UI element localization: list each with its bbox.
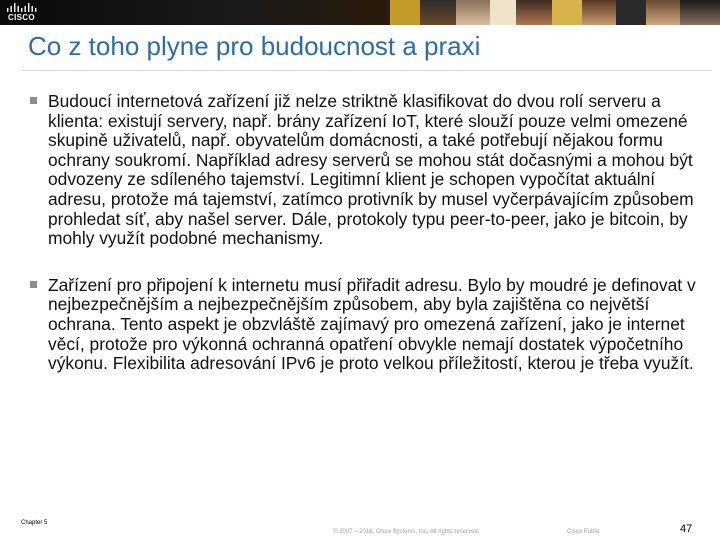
photo-tile <box>516 0 552 25</box>
bullet-text: Budoucí internetová zařízení již nelze striktně klasifikovat do dvou rolí serveru a klienta: existují servery, např. brány zařízení IoT, které slouží pouze velmi omezené skupině uživatelů, např. obyvatelům domácnosti, a také potřebují nějakou formu ochrany soukromí. Například adresy serverů se mohou stát dočasnými a mohou být odvozeny ze sdíleného tajemství. Legitimní klient je schopen vypočítat aktuální adresu, protože má tajemství, zatímco protivník by musel vyčerpávajícím způsobem prohledat síť, aby našel server. Dále, protokoly typu peer-to-peer, jako je bitcoin, by mohly využít podobné mechanismy. <box>48 91 694 249</box>
square-bullet-icon <box>30 97 37 104</box>
cisco-logo-text: CISCO <box>8 13 35 22</box>
photo-tile <box>456 0 490 25</box>
header-banner <box>0 0 720 25</box>
footer-classification: Cisco Public <box>567 529 601 535</box>
cisco-logo <box>6 3 42 23</box>
photo-tile <box>420 0 456 25</box>
footer-copyright: © 2007 – 2016, Cisco Systems, Inc. All rights reserved. <box>333 529 480 535</box>
photo-tile <box>616 0 646 25</box>
bullet-item <box>28 276 708 374</box>
photo-tile <box>646 0 680 25</box>
footer-chapter: Chapter 5 <box>21 520 48 526</box>
photo-tile <box>582 0 616 25</box>
photo-tile <box>552 0 582 25</box>
slide-body <box>28 92 708 401</box>
square-bullet-icon <box>30 281 37 288</box>
cisco-bridge-icon <box>6 3 42 12</box>
photo-tile <box>490 0 516 25</box>
slide-title: Co z toho plyne pro budoucnost a praxi <box>28 31 481 61</box>
title-divider <box>22 70 712 71</box>
page-number: 47 <box>680 523 693 535</box>
bullet-item <box>28 92 708 249</box>
photo-tile <box>390 0 420 25</box>
bullet-text: Zařízení pro připojení k internetu musí přiřadit adresu. Bylo by moudré je definovat v nejbezpečnějším a nejbezpečnějším způsobem, aby byla zajištěna co největší ochrana. Tento aspekt je obzvláště zajímavý pro omezená zařízení, jako je internet věcí, protože pro výkonná ochranná opatření obvykle nemají dostatek výpočetního výkonu. Flexibilita adresování IPv6 je proto velkou příležitostí, kterou je třeba využít. <box>48 274 696 374</box>
banner-photos <box>390 0 720 25</box>
photo-tile <box>680 0 720 25</box>
